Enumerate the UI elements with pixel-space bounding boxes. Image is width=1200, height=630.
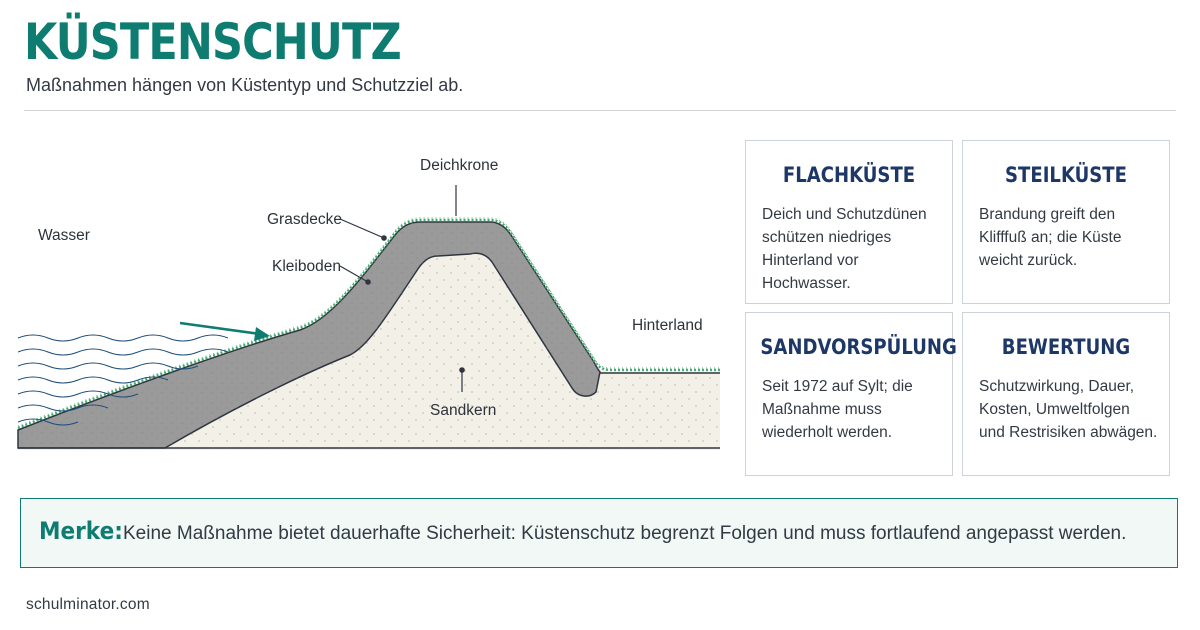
card-bewertung — [962, 312, 1170, 476]
card-text: Schutzwirkung, Dauer, Kosten, Umweltfolgen und Restrisiken abwägen. — [979, 378, 1158, 441]
dike-body — [18, 222, 720, 450]
card-text: Deich und Schutzdünen schützen niedriges Hinterland vor Hochwasser. — [762, 206, 927, 292]
card-title: FLACHKÜSTE — [782, 163, 916, 187]
page-title: KÜSTENSCHUTZ — [24, 13, 401, 71]
wave-direction-arrow — [180, 323, 270, 341]
card-flachkueste — [745, 140, 953, 304]
merke-text: Keine Maßnahme bietet dauerhafte Sicherheit: Küstenschutz begrenzt Folgen und muss fortlaufend angepasst werden. — [123, 523, 1127, 544]
card-title: SANDVORSPÜLUNG — [760, 335, 957, 359]
page-subtitle: Maßnahmen hängen von Küstentyp und Schutzziel ab. — [26, 75, 464, 95]
label-kleiboden: Kleiboden — [272, 258, 341, 275]
card-text: Seit 1972 auf Sylt; die Maßnahme muss wiederholt werden. — [762, 378, 913, 441]
label-sandkern: Sandkern — [430, 402, 497, 419]
merke-box — [20, 498, 1178, 568]
card-title: STEILKÜSTE — [1005, 163, 1127, 187]
card-sandvorspuelung — [745, 312, 957, 476]
label-grasdecke: Grasdecke — [267, 211, 342, 228]
label-deichkrone: Deichkrone — [420, 157, 499, 174]
card-steilkueste — [962, 140, 1170, 304]
label-wasser: Wasser — [38, 227, 90, 244]
footer-source: schulminator.com — [26, 596, 150, 613]
header-divider — [24, 110, 1176, 111]
label-hinterland: Hinterland — [632, 317, 703, 334]
merke-label: Merke: — [39, 517, 123, 545]
card-text: Brandung greift den Klifffuß an; die Küste weicht zurück. — [979, 206, 1122, 269]
dike-cross-section-diagram — [0, 130, 730, 460]
card-title: BEWERTUNG — [1001, 335, 1131, 359]
